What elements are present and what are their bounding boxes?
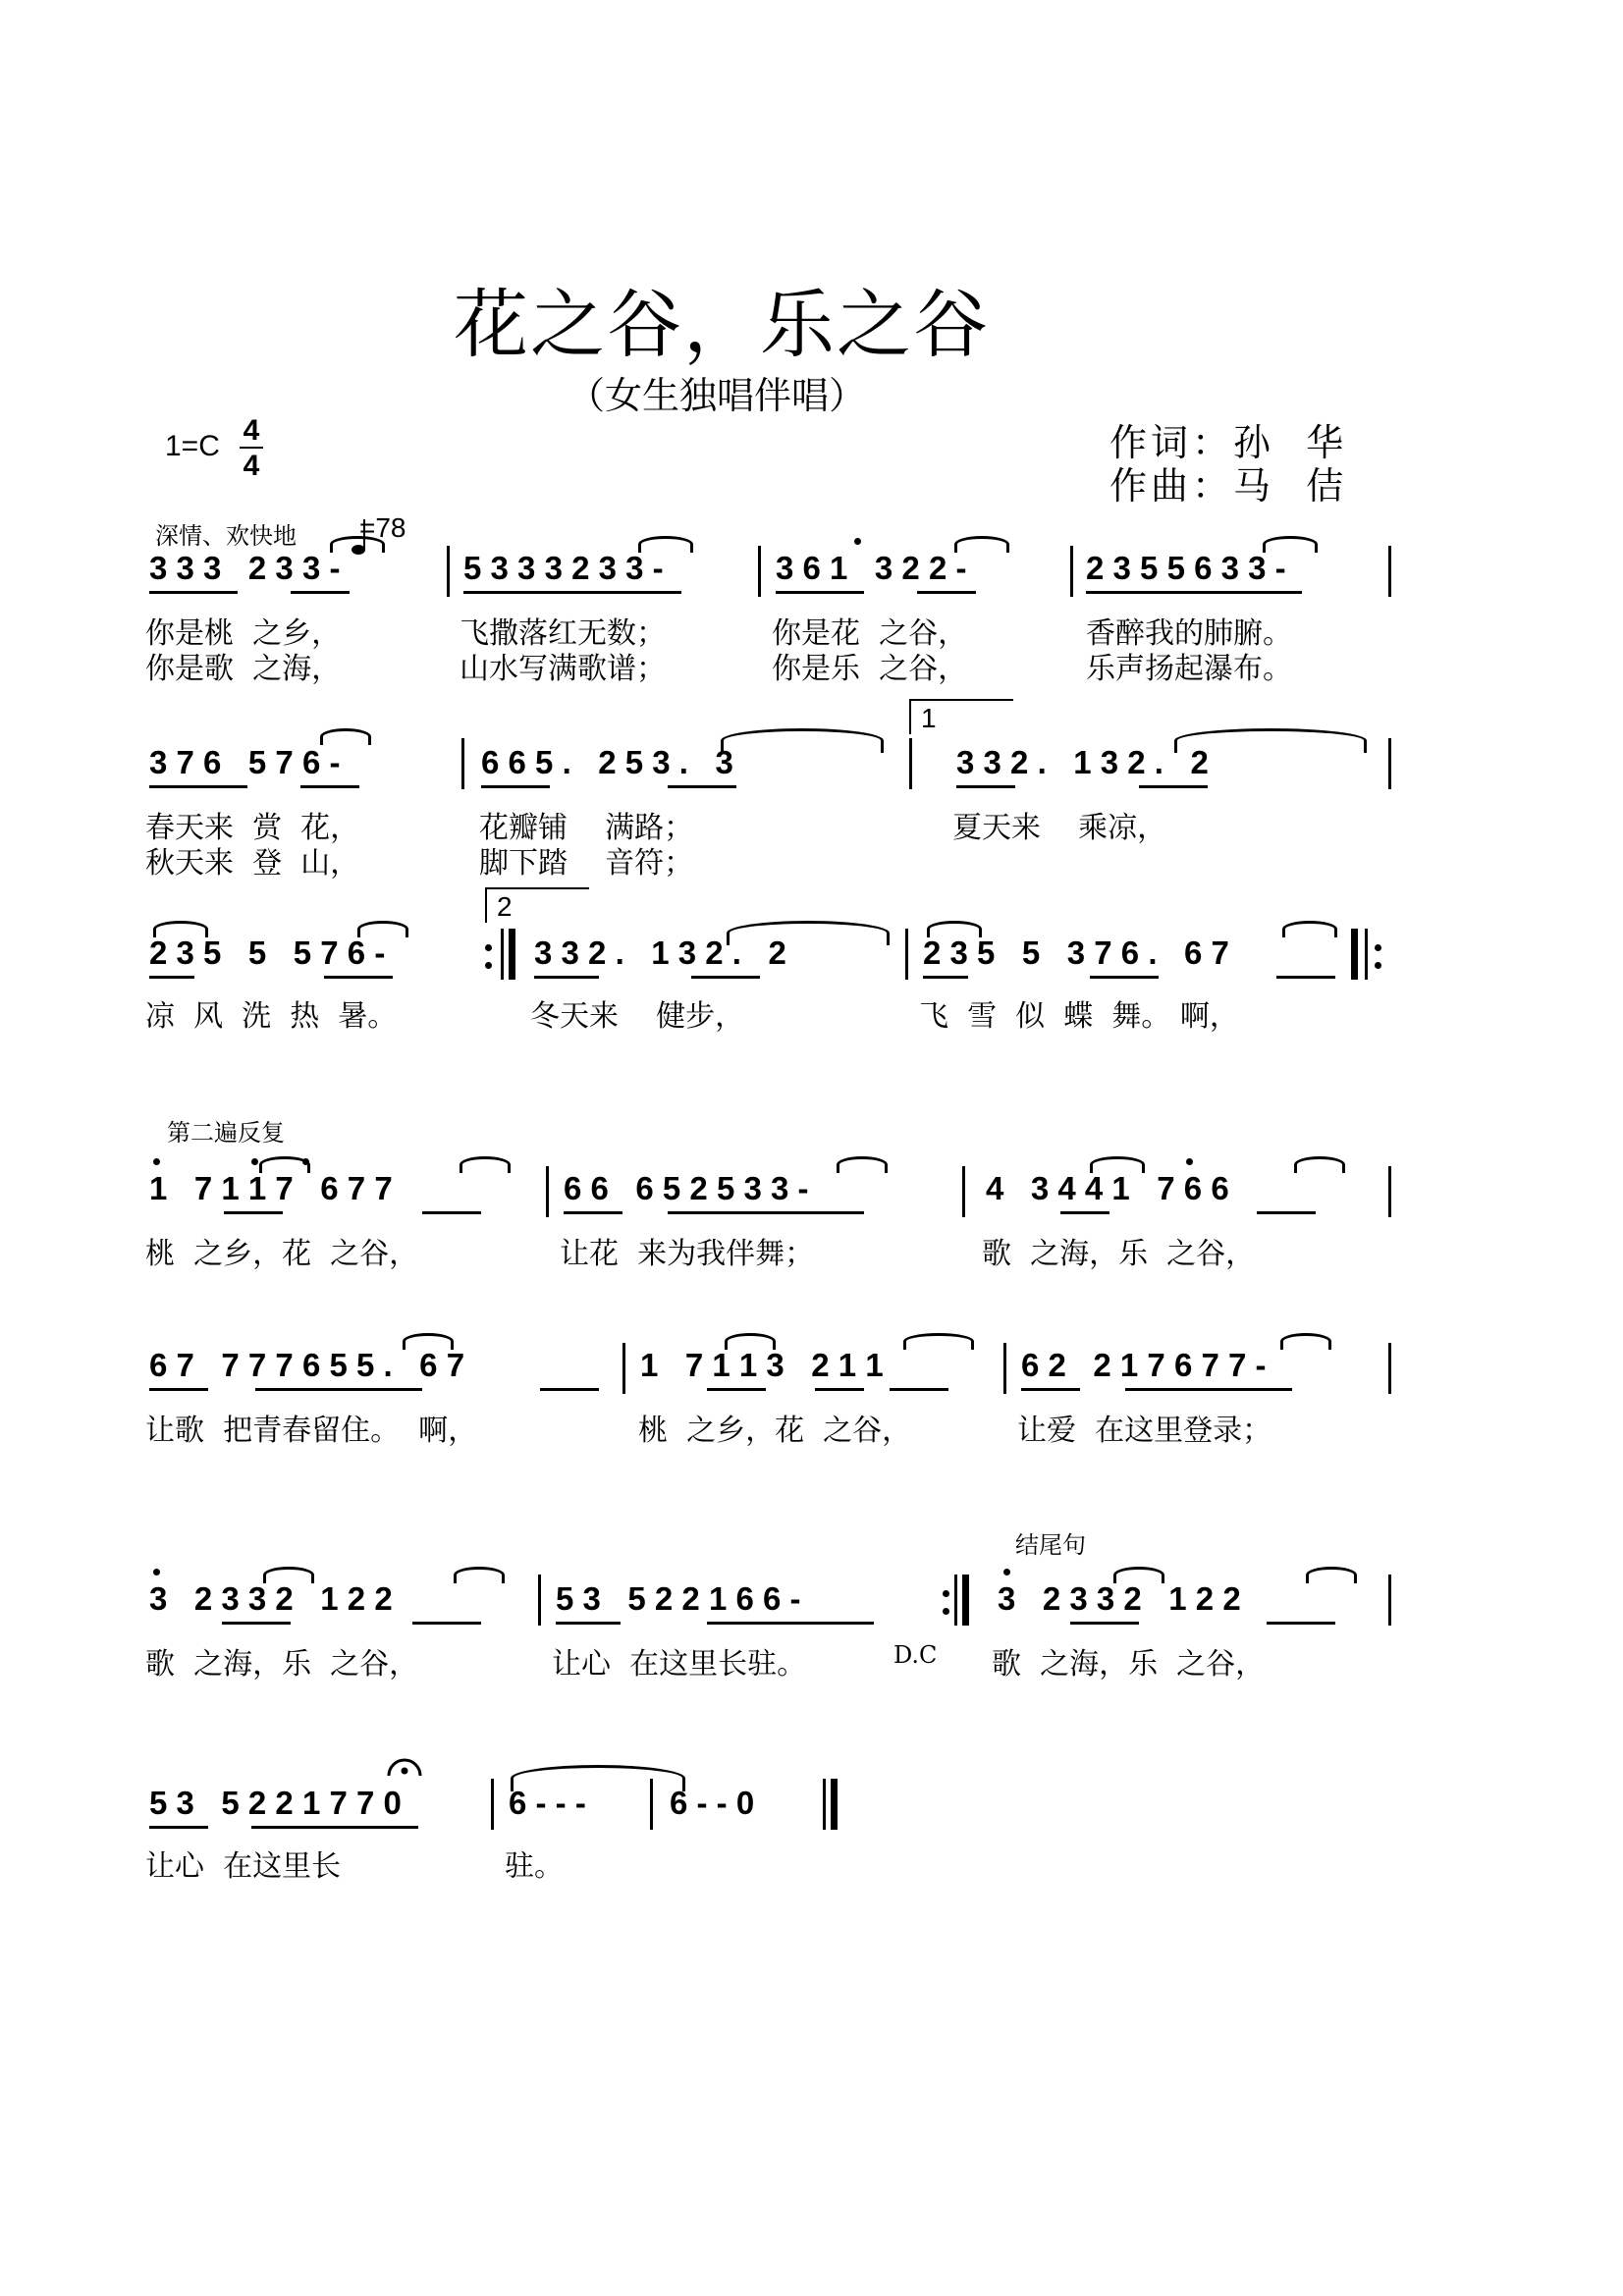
tempo-bpm: =78 <box>359 512 406 543</box>
beat-underline <box>300 785 359 788</box>
volta-number: 1 <box>921 703 937 733</box>
lyrics-2-v2-m1: 秋天来 登 山， <box>145 846 360 881</box>
beat-underline <box>1276 976 1335 979</box>
lyrics-6-m1: 歌 之海，乐 之谷， <box>145 1647 419 1682</box>
barline <box>1388 738 1391 789</box>
repeat-dots <box>943 1584 950 1618</box>
beat-underline <box>149 591 238 594</box>
measure-7-3: 6 - - 0 <box>670 1785 755 1821</box>
lyrics-4-m2: 让花 来为我伴舞； <box>560 1237 815 1271</box>
beat-underline <box>956 785 1015 788</box>
octave-dot <box>1186 1158 1193 1165</box>
slur <box>263 1567 314 1583</box>
measure-4-2: 6 6 6 5 2 5 3 3 - <box>564 1170 809 1206</box>
slur <box>638 536 693 553</box>
beat-underline <box>1060 1211 1109 1214</box>
beat-underline <box>324 976 393 979</box>
beat-underline <box>1090 976 1159 979</box>
lyrics-1-v2-m2: 山水写满歌谱； <box>460 652 666 686</box>
slur <box>1263 536 1318 553</box>
barline <box>954 1575 957 1626</box>
beat-underline <box>668 785 736 788</box>
slur <box>903 1333 974 1350</box>
lyrics-1-v1-m4: 香醉我的肺腑。 <box>1086 616 1292 651</box>
lyrics-5-m1: 让歌 把青春留住。 啊， <box>145 1414 478 1448</box>
beat-underline <box>463 591 681 594</box>
slur <box>153 921 208 937</box>
measure-3-3: 2 3 5 5 3 7 6 . 6 7 <box>923 934 1229 971</box>
octave-dot <box>251 1158 258 1165</box>
song-subtitle: （女生独唱伴唱） <box>568 374 867 417</box>
octave-dot <box>153 1158 160 1165</box>
beat-underline <box>1257 1211 1316 1214</box>
beat-underline <box>149 1388 208 1391</box>
measure-2-3: 3 3 2 . 1 3 2 . 2 <box>956 744 1209 780</box>
barline <box>546 1166 549 1217</box>
final-barline-thin <box>823 1779 826 1830</box>
beat-underline <box>534 976 599 979</box>
end-repeat-thick-bar <box>509 929 515 980</box>
barline <box>1388 1575 1391 1626</box>
lyrics-4-m1: 桃 之乡，花 之谷， <box>145 1237 419 1271</box>
measure-5-3: 6 2 2 1 7 6 7 7 - <box>1021 1347 1267 1383</box>
barline <box>538 1575 541 1626</box>
lyrics-6-m2: 让心 在这里长驻。 <box>552 1647 807 1682</box>
barline <box>622 1343 625 1394</box>
fermata-icon <box>375 1735 414 1759</box>
slur <box>1280 1333 1331 1350</box>
slur <box>1174 728 1367 753</box>
slur <box>511 1765 685 1791</box>
final-barline-thick <box>831 1779 838 1830</box>
beat-underline <box>1021 1388 1080 1391</box>
barline <box>491 1779 494 1830</box>
slur <box>1306 1567 1357 1583</box>
beat-underline <box>890 1388 948 1391</box>
lyrics-7-m1: 让心 在这里长 <box>145 1849 342 1884</box>
lyrics-5-m3: 让爱 在这里登录； <box>1017 1414 1272 1448</box>
lyrics-2-v1-m3: 夏天来 乘凉， <box>952 811 1167 845</box>
beat-underline <box>149 1826 208 1829</box>
lyrics-6-m3: 歌 之海，乐 之谷， <box>992 1647 1266 1682</box>
slur <box>460 1156 511 1173</box>
beat-underline <box>707 1622 874 1625</box>
slur <box>1113 1567 1164 1583</box>
measure-4-1: 1 7 1 1 7 6 7 7 <box>149 1170 393 1206</box>
barline <box>461 738 464 789</box>
beat-underline <box>917 591 976 594</box>
octave-dot <box>153 1569 160 1575</box>
slur <box>927 921 982 937</box>
slur <box>454 1567 505 1583</box>
tempo-expression: 深情、欢快地 <box>155 523 297 550</box>
lyrics-1-v1-m1: 你是桃 之乡， <box>145 616 342 651</box>
lyrics-1-v1-m3: 你是花 之谷， <box>772 616 968 651</box>
slur <box>837 1156 888 1173</box>
time-signature-numerator: 4 <box>243 414 260 447</box>
measure-6-3: 3 2 3 3 2 1 2 2 <box>998 1580 1241 1617</box>
quarter-note-icon <box>342 499 359 538</box>
barline <box>447 546 450 597</box>
barline <box>1070 546 1073 597</box>
slur <box>1294 1156 1345 1173</box>
lyrics-1-v2-m1: 你是歌 之海， <box>145 652 342 686</box>
slur <box>727 921 890 945</box>
lyrics-4-m3: 歌 之海，乐 之谷， <box>982 1237 1256 1271</box>
beat-underline <box>412 1622 481 1625</box>
beat-underline <box>1125 1388 1292 1391</box>
second-repeat-label: 第二遍反复 <box>167 1120 285 1147</box>
repeat-dots <box>1375 938 1382 972</box>
measure-6-1: 3 2 3 3 2 1 2 2 <box>149 1580 393 1617</box>
barline <box>1388 546 1391 597</box>
end-repeat-thick-bar <box>962 1575 969 1626</box>
measure-3-2: 3 3 2 . 1 3 2 . 2 <box>534 934 786 971</box>
repeat-dots <box>485 938 493 972</box>
barline <box>909 738 912 789</box>
lyrics-1-v2-m4: 乐声扬起瀑布。 <box>1086 652 1292 686</box>
barline <box>1388 1343 1391 1394</box>
lyrics-2-v2-m2: 脚下踏 音符； <box>479 846 694 881</box>
barline <box>1388 1166 1391 1217</box>
measure-1-2: 5 3 3 3 2 3 3 - <box>463 550 664 586</box>
beat-underline <box>564 1211 622 1214</box>
slur <box>721 728 884 753</box>
barline <box>501 929 504 980</box>
lyrics-1-v2-m3: 你是乐 之谷， <box>772 652 968 686</box>
lyrics-7-m2: 驻。 <box>505 1849 564 1884</box>
beat-underline <box>1086 591 1302 594</box>
ending-label: 结尾句 <box>1015 1532 1086 1559</box>
octave-dot <box>1003 1569 1010 1575</box>
measure-1-3: 3 6 1 3 2 2 - <box>776 550 967 586</box>
lyrics-3-m1: 凉 风 洗 热 暑。 <box>145 999 398 1034</box>
first-ending-bracket <box>909 699 1013 734</box>
beat-underline <box>556 1622 621 1625</box>
barline <box>758 546 761 597</box>
song-title: 花之谷，乐之谷 <box>454 281 990 368</box>
slur <box>1282 921 1337 937</box>
lyrics-3-m2: 冬天来 健步， <box>530 999 745 1034</box>
key-signature: 1=C <box>165 430 220 462</box>
composer-credit: 作曲：马 佶 <box>1109 464 1348 507</box>
volta-number: 2 <box>497 891 513 922</box>
measure-4-3: 4 3 4 4 1 7 6 6 <box>986 1170 1229 1206</box>
octave-dot <box>854 538 861 545</box>
time-signature-line <box>240 447 263 449</box>
dc-marking: D.C <box>893 1641 938 1669</box>
measure-2-1: 3 7 6 5 7 6 - <box>149 744 341 780</box>
time-signature-denominator: 4 <box>243 450 260 482</box>
beat-underline <box>815 1388 864 1391</box>
slur <box>403 1333 454 1350</box>
lyrics-2-v1-m1: 春天来 赏 花， <box>145 811 360 845</box>
beat-underline <box>222 1622 291 1625</box>
slur <box>954 536 1009 553</box>
beat-underline <box>540 1388 599 1391</box>
beat-underline <box>691 976 760 979</box>
beat-underline <box>422 1211 481 1214</box>
measure-2-2: 6 6 5 . 2 5 3 . 3 <box>481 744 733 780</box>
measure-1-1: 3 3 3 2 3 3 - <box>149 550 341 586</box>
measure-7-1: 5 3 5 2 2 1 7 7 0 <box>149 1785 402 1821</box>
beat-underline <box>1139 785 1208 788</box>
lyrics-1-v1-m2: 飞撒落红无数； <box>460 616 666 651</box>
measure-5-2: 1 7 1 1 3 2 1 1 <box>640 1347 884 1383</box>
lyrics-2-v1-m2: 花瓣铺 满路； <box>479 811 694 845</box>
slur <box>1090 1156 1145 1173</box>
slur <box>330 536 385 553</box>
barline <box>1365 929 1368 980</box>
beat-underline <box>224 1211 283 1214</box>
repeat-start-thick-bar <box>1351 929 1358 980</box>
beat-underline <box>149 785 247 788</box>
measure-7-2: 6 - - - <box>509 1785 586 1821</box>
barline <box>1003 1343 1006 1394</box>
slur <box>357 921 408 937</box>
beat-underline <box>291 591 350 594</box>
measure-3-1: 2 3 5 5 5 7 6 - <box>149 934 386 971</box>
beat-underline <box>776 591 864 594</box>
beat-underline <box>251 1826 418 1829</box>
barline <box>905 929 908 980</box>
beat-underline <box>481 785 550 788</box>
beat-underline <box>707 1388 766 1391</box>
slur <box>725 1333 776 1350</box>
measure-5-1: 6 7 7 7 7 6 5 5 . 6 7 <box>149 1347 465 1383</box>
measure-1-4: 2 3 5 5 6 3 3 - <box>1086 550 1286 586</box>
lyrics-3-m3: 飞 雪 似 蝶 舞。 啊， <box>919 999 1239 1034</box>
beat-underline <box>923 976 968 979</box>
lyricist-credit: 作词：孙 华 <box>1109 421 1348 464</box>
beat-underline <box>1267 1622 1335 1625</box>
beat-underline <box>668 1211 864 1214</box>
beat-underline <box>255 1388 422 1391</box>
barline <box>962 1166 965 1217</box>
measure-6-2: 5 3 5 2 2 1 6 6 - <box>556 1580 801 1617</box>
lyrics-5-m2: 桃 之乡，花 之谷， <box>638 1414 912 1448</box>
beat-underline <box>1070 1622 1139 1625</box>
second-ending-bracket <box>485 887 589 923</box>
octave-dot <box>302 1158 309 1165</box>
beat-underline <box>149 976 194 979</box>
slur <box>320 728 371 745</box>
